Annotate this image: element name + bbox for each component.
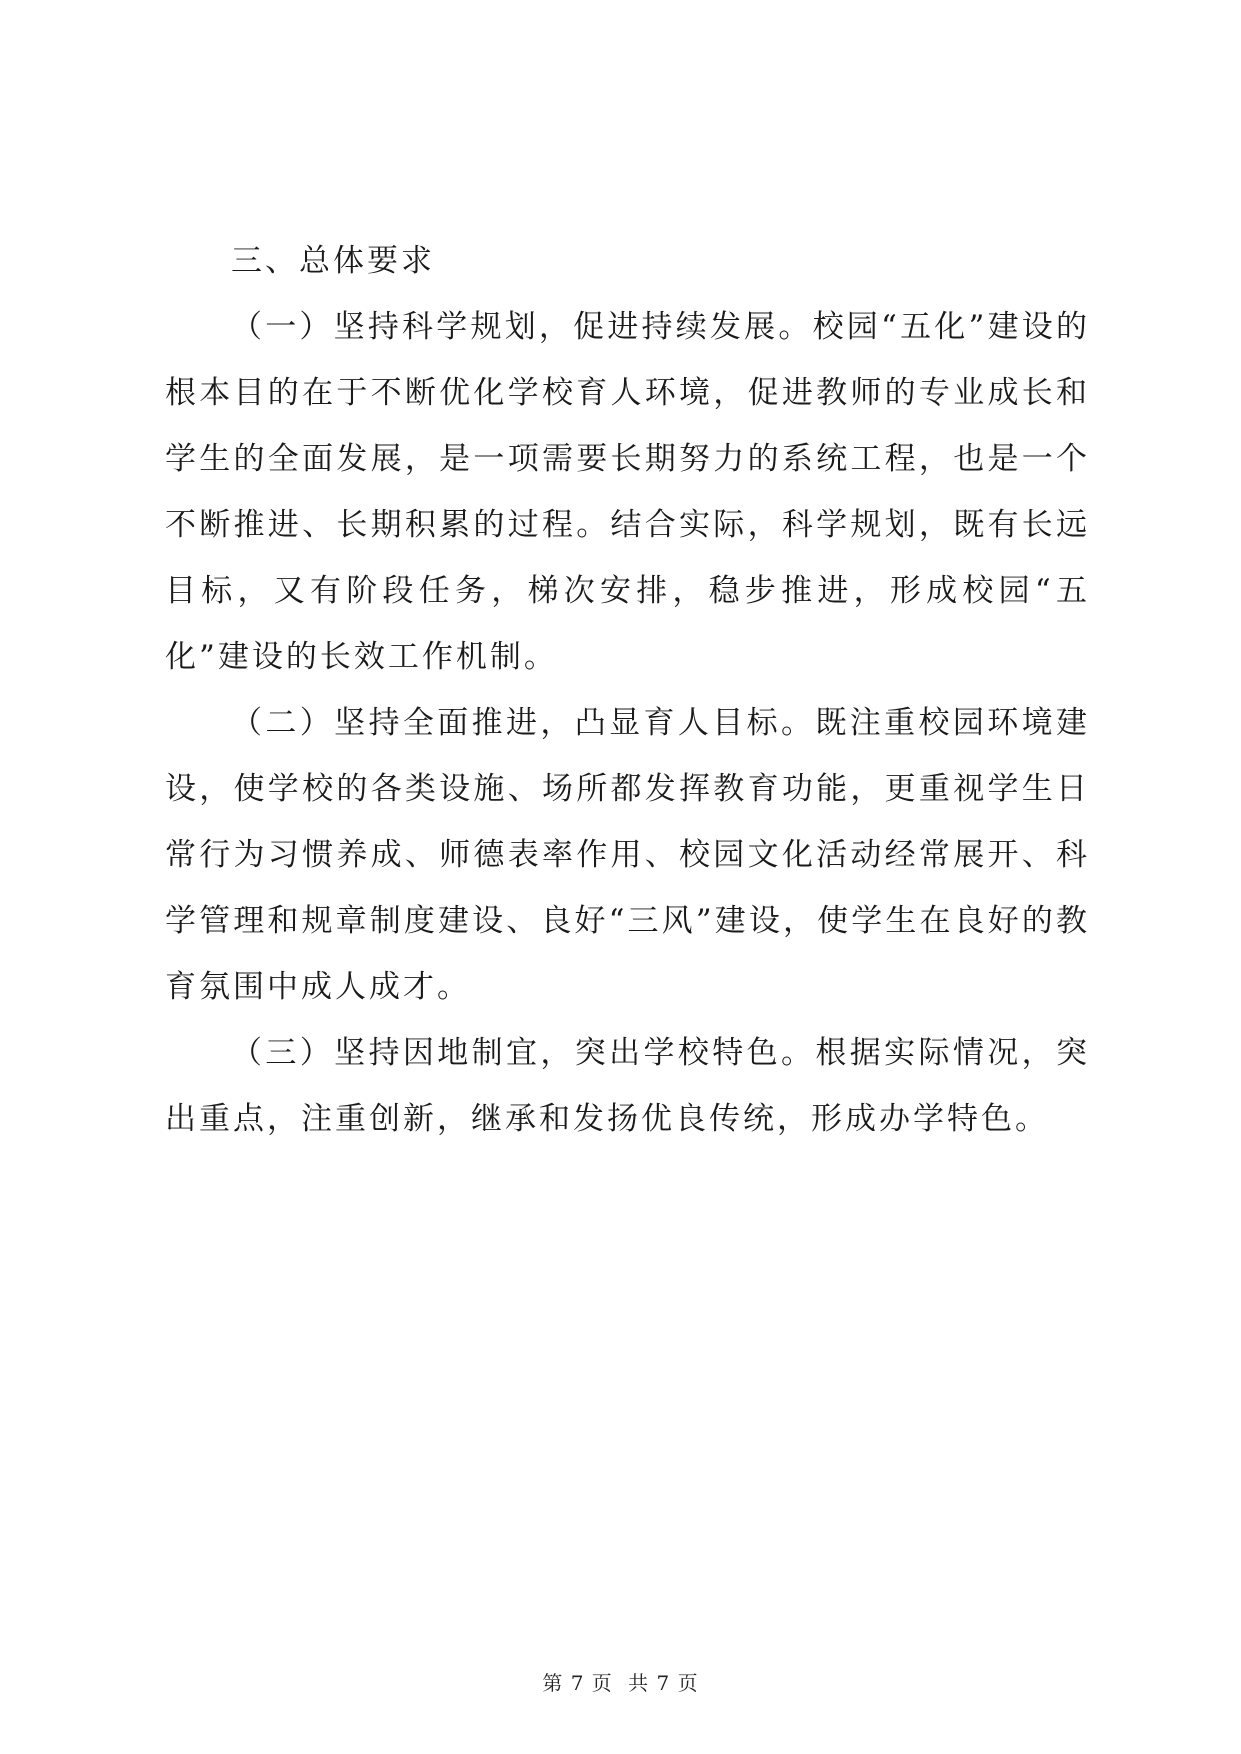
- paragraph-3: （三）坚持因地制宜，突出学校特色。根据实际情况，突出重点，注重创新，继承和发扬优良传统，形成办学特色。: [165, 1035, 1090, 1137]
- document-body: [165, 228, 1090, 1152]
- paragraph-1: （一）坚持科学规划，促进持续发展。校园“五化”建设的根本目的在于不断优化学校育人环境，促进教师的专业成长和学生的全面发展，是一项需要长期努力的系统工程，也是一个不断推进、长期积累的过程。结合实际，科学规划，既有长远目标，又有阶段任务，梯次安排，稳步推进，形成校园“五化”建设的长效工作机制。: [165, 309, 1090, 675]
- page-number-current: 第 7 页: [542, 1671, 613, 1695]
- section-heading: 三、总体要求: [231, 243, 435, 279]
- page-footer: [0, 1667, 1241, 1696]
- page-number-total: 共 7 页: [628, 1671, 699, 1695]
- paragraph-2: （二）坚持全面推进，凸显育人目标。既注重校园环境建设，使学校的各类设施、场所都发挥教育功能，更重视学生日常行为习惯养成、师德表率作用、校园文化活动经常展开、科学管理和规章制度建设、良好“三风”建设，使学生在良好的教育氛围中成人成才。: [165, 705, 1090, 1005]
